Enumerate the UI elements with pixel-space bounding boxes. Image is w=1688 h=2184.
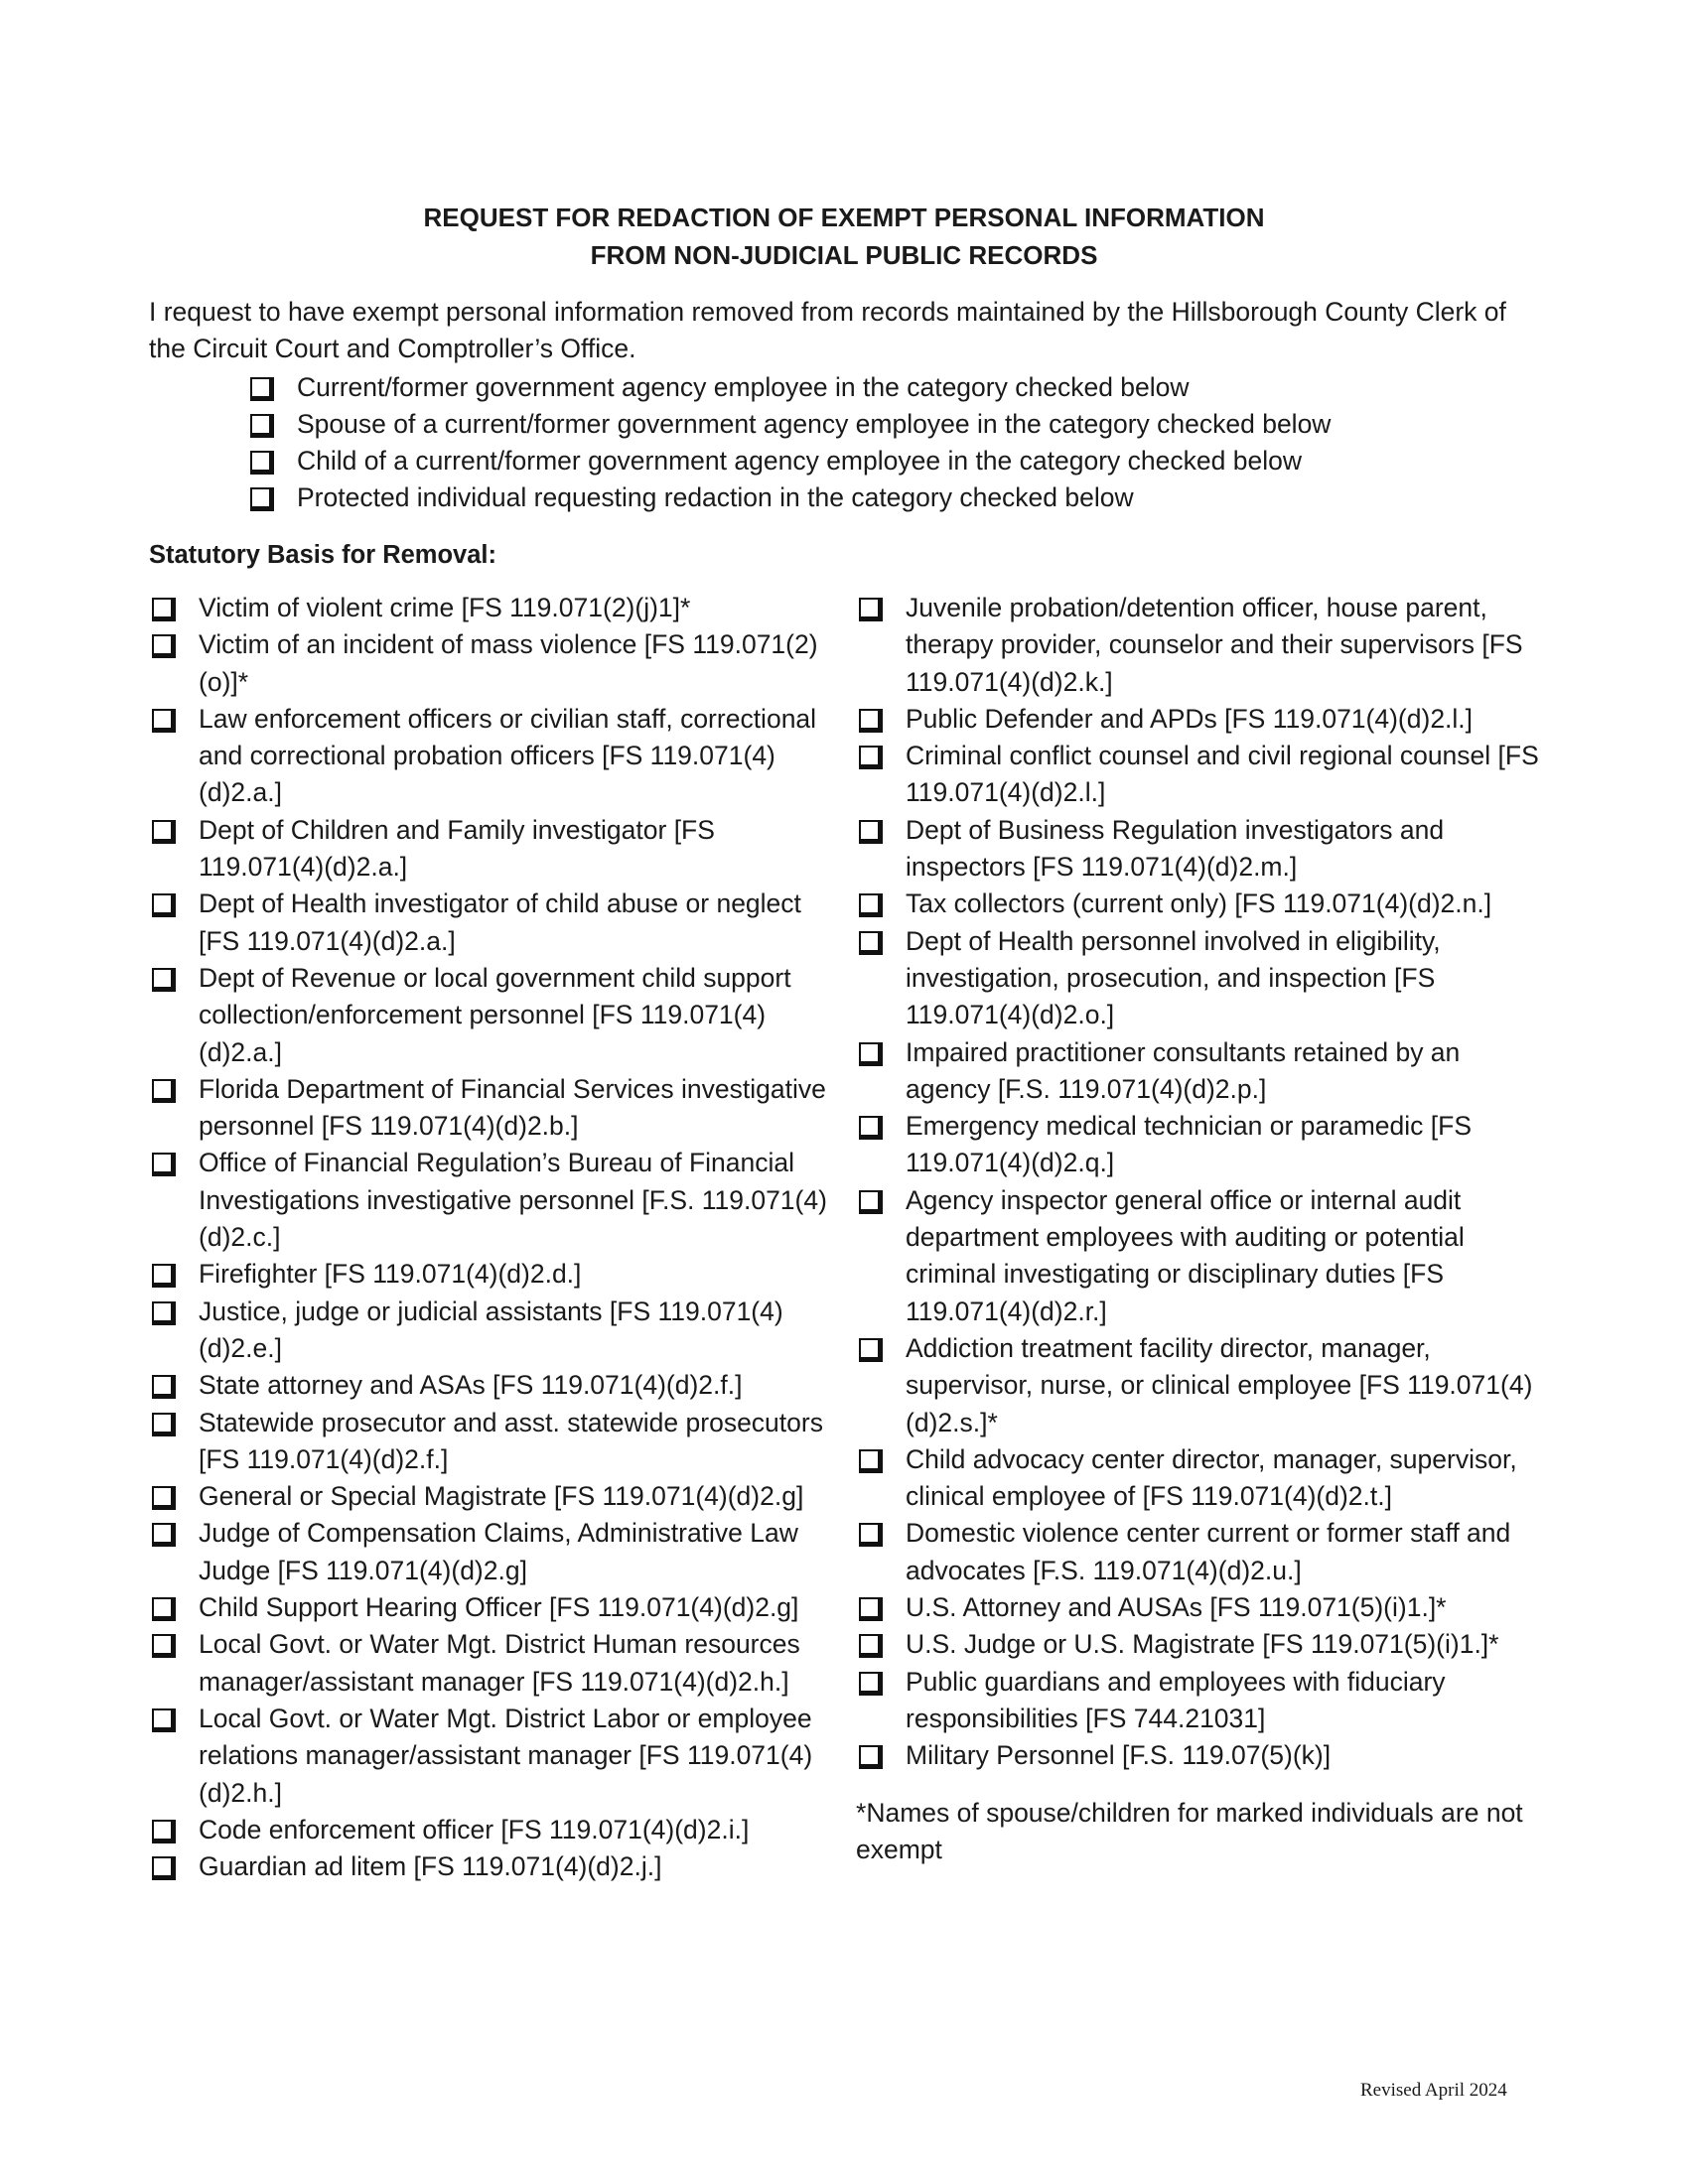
statutory-basis-item[interactable] <box>856 1330 1551 1441</box>
statutory-basis-label: Juvenile probation/detention officer, house parent, therapy provider, counselor and their supervisors [FS 119.071(4)(d)2.k.] <box>906 593 1523 697</box>
statutory-basis-label: Victim of violent crime [FS 119.071(2)(j)1]* <box>199 593 691 622</box>
checkbox-icon[interactable] <box>152 1375 176 1399</box>
checkbox-icon[interactable] <box>152 968 176 992</box>
checkbox-icon[interactable] <box>859 1597 883 1621</box>
checkbox-icon[interactable] <box>859 1449 883 1473</box>
statutory-basis-item[interactable] <box>149 886 844 960</box>
checkbox-icon[interactable] <box>152 1079 176 1103</box>
statutory-basis-heading: Statutory Basis for Removal: <box>149 541 497 569</box>
checkbox-icon[interactable] <box>152 709 176 733</box>
statutory-basis-item[interactable] <box>149 626 844 701</box>
statutory-basis-label: Dept of Revenue or local government child support collection/enforcement personnel [FS 119.071(4)(d)2.a.] <box>199 962 791 1067</box>
checkbox-icon[interactable] <box>152 634 176 658</box>
statutory-basis-label: Florida Department of Financial Services investigative personnel [FS 119.071(4)(d)2.b.] <box>199 1073 826 1142</box>
statutory-basis-label: Criminal conflict counsel and civil regional counsel [FS 119.071(4)(d)2.l.] <box>906 741 1539 808</box>
statutory-basis-item[interactable] <box>149 1701 844 1812</box>
statutory-basis-label: Military Personnel [F.S. 119.07(5)(k)] <box>906 1740 1332 1771</box>
checkbox-icon[interactable] <box>152 1486 176 1510</box>
statutory-basis-label: Judge of Compensation Claims, Administrative Law Judge [FS 119.071(4)(d)2.g] <box>199 1518 798 1585</box>
statutory-basis-label: Local Govt. or Water Mgt. District Labor or employee relations manager/assistant manager [FS 119.071(4)(d)2.h.] <box>199 1703 813 1808</box>
statutory-basis-item[interactable] <box>856 1108 1551 1182</box>
checkbox-icon[interactable] <box>859 1042 883 1066</box>
statutory-basis-item[interactable] <box>149 1848 844 1885</box>
statutory-basis-label: Office of Financial Regulation’s Bureau of Financial Investigations investigative personnel [F.S. 119.071(4)(d)2.c.] <box>199 1148 827 1253</box>
statutory-basis-label: Justice, judge or judicial assistants [FS 119.071(4)(d)2.e.] <box>199 1296 783 1363</box>
statutory-basis-label: Dept of Health personnel involved in eligibility, investigation, prosecution, and inspection [FS 119.071(4)(d)2.o.] <box>906 925 1441 1030</box>
statutory-basis-item[interactable] <box>856 923 1551 1034</box>
statutory-basis-item[interactable] <box>149 590 844 626</box>
checkbox-icon[interactable] <box>859 746 883 769</box>
checkbox-icon[interactable] <box>152 598 176 621</box>
checkbox-icon[interactable] <box>859 1672 883 1696</box>
option-spouse[interactable] <box>250 406 1541 443</box>
statutory-basis-item[interactable] <box>149 1367 844 1404</box>
statutory-basis-label: Impaired practitioner consultants retained by an agency [F.S. 119.071(4)(d)2.p.] <box>906 1036 1461 1104</box>
statutory-basis-left-column <box>149 590 844 1885</box>
statutory-basis-label: Agency inspector general office or internal audit department employees with auditing or potential criminal investigating or disciplinary duties [FS 119.071(4)(d)2.r.] <box>906 1184 1465 1326</box>
statutory-basis-item[interactable] <box>856 1664 1551 1738</box>
checkbox-icon[interactable] <box>152 1634 176 1658</box>
checkbox-icon[interactable] <box>250 487 274 511</box>
checkbox-icon[interactable] <box>859 1338 883 1362</box>
statutory-basis-label: Public guardians and employees with fiduciary responsibilities [FS 744.21031] <box>906 1666 1446 1733</box>
statutory-basis-item[interactable] <box>149 1626 844 1701</box>
option-label: Current/former government agency employee in the category checked below <box>297 372 1190 402</box>
checkbox-icon[interactable] <box>859 820 883 844</box>
checkbox-icon[interactable] <box>859 1116 883 1140</box>
statutory-basis-label: Firefighter [FS 119.071(4)(d)2.d.] <box>199 1259 582 1290</box>
checkbox-icon[interactable] <box>859 1190 883 1214</box>
statutory-basis-right-column <box>856 590 1551 1868</box>
statutory-basis-item[interactable] <box>856 1737 1551 1774</box>
statutory-basis-item[interactable] <box>856 1515 1551 1589</box>
option-protected-individual[interactable] <box>250 479 1541 516</box>
statutory-basis-item[interactable] <box>149 1589 844 1626</box>
statutory-basis-item[interactable] <box>856 590 1551 701</box>
checkbox-icon[interactable] <box>859 1745 883 1769</box>
statutory-basis-item[interactable] <box>149 1812 844 1848</box>
statutory-basis-item[interactable] <box>856 1034 1551 1109</box>
statutory-basis-item[interactable] <box>149 1515 844 1589</box>
statutory-basis-label: State attorney and ASAs [FS 119.071(4)(d)2.f.] <box>199 1370 743 1401</box>
statutory-basis-item[interactable] <box>856 1589 1551 1626</box>
statutory-basis-item[interactable] <box>149 1478 844 1515</box>
statutory-basis-item[interactable] <box>149 1405 844 1479</box>
option-label: Protected individual requesting redaction in the category checked below <box>297 482 1134 512</box>
statutory-basis-label: Local Govt. or Water Mgt. District Human resources manager/assistant manager [FS 119.071(4)(d)2.h.] <box>199 1629 800 1697</box>
checkbox-icon[interactable] <box>152 1301 176 1325</box>
statutory-basis-item[interactable] <box>856 812 1551 887</box>
statutory-basis-label: Addiction treatment facility director, manager, supervisor, nurse, or clinical employee [FS 119.071(4)(d)2.s.]* <box>906 1332 1533 1437</box>
statutory-basis-item[interactable] <box>856 1182 1551 1330</box>
statutory-basis-label: Child advocacy center director, manager, supervisor, clinical employee of [FS 119.071(4)(d)2.t.] <box>906 1443 1517 1512</box>
statutory-basis-label: Emergency medical technician or paramedic [FS 119.071(4)(d)2.q.] <box>906 1111 1472 1178</box>
statutory-basis-item[interactable] <box>149 701 844 812</box>
statutory-basis-item[interactable] <box>856 1441 1551 1516</box>
statutory-basis-item[interactable] <box>149 812 844 887</box>
statutory-basis-item[interactable] <box>856 738 1551 812</box>
exemption-footnote: *Names of spouse/children for marked individuals are not exempt <box>856 1797 1523 1864</box>
statutory-basis-label: Statewide prosecutor and asst. statewide prosecutors [FS 119.071(4)(d)2.f.] <box>199 1407 823 1474</box>
statutory-basis-item[interactable] <box>149 960 844 1071</box>
statutory-basis-label: General or Special Magistrate [FS 119.071(4)(d)2.g] <box>199 1481 804 1512</box>
checkbox-icon[interactable] <box>250 414 274 438</box>
statutory-basis-label: U.S. Attorney and AUSAs [FS 119.071(5)(i)1.]* <box>906 1592 1447 1623</box>
statutory-basis-label: Guardian ad litem [FS 119.071(4)(d)2.j.] <box>199 1851 662 1882</box>
statutory-basis-item[interactable] <box>856 701 1551 738</box>
statutory-basis-label: Dept of Children and Family investigator [FS 119.071(4)(d)2.a.] <box>199 814 715 883</box>
requester-type-options <box>250 369 1541 516</box>
checkbox-icon[interactable] <box>152 893 176 917</box>
checkbox-icon[interactable] <box>152 1708 176 1732</box>
statutory-basis-item[interactable] <box>149 1256 844 1293</box>
checkbox-icon[interactable] <box>859 1523 883 1547</box>
checkbox-icon[interactable] <box>152 1523 176 1547</box>
checkbox-icon[interactable] <box>250 451 274 475</box>
checkbox-icon[interactable] <box>859 893 883 917</box>
form-title-line-2: FROM NON-JUDICIAL PUBLIC RECORDS <box>590 240 1098 270</box>
statutory-basis-label: U.S. Judge or U.S. Magistrate [FS 119.071(5)(i)1.]* <box>906 1629 1499 1660</box>
checkbox-icon[interactable] <box>152 1597 176 1621</box>
statutory-basis-item[interactable] <box>856 1626 1551 1663</box>
checkbox-icon[interactable] <box>152 1153 176 1176</box>
statutory-basis-item[interactable] <box>856 886 1551 922</box>
checkbox-icon[interactable] <box>859 709 883 733</box>
option-label: Spouse of a current/former government agency employee in the category checked below <box>297 409 1332 439</box>
intro-paragraph: I request to have exempt personal information removed from records maintained by the Hillsborough County Clerk of the Circuit Court and Comptroller’s Office. <box>149 297 1506 363</box>
statutory-basis-label: Domestic violence center current or former staff and advocates [F.S. 119.071(4)(d)2.u.] <box>906 1518 1511 1585</box>
statutory-basis-label: Child Support Hearing Officer [FS 119.071(4)(d)2.g] <box>199 1592 799 1623</box>
statutory-basis-label: Dept of Business Regulation investigators and inspectors [FS 119.071(4)(d)2.m.] <box>906 814 1445 883</box>
statutory-basis-label: Tax collectors (current only) [FS 119.071(4)(d)2.n.] <box>906 888 1492 919</box>
checkbox-icon[interactable] <box>859 1634 883 1658</box>
checkbox-icon[interactable] <box>152 1413 176 1436</box>
statutory-basis-label: Public Defender and APDs [FS 119.071(4)(d)2.l.] <box>906 703 1474 734</box>
checkbox-icon[interactable] <box>859 598 883 621</box>
checkbox-icon[interactable] <box>152 1820 176 1843</box>
form-title-line-1: REQUEST FOR REDACTION OF EXEMPT PERSONAL INFORMATION <box>423 203 1265 232</box>
statutory-basis-item[interactable] <box>149 1294 844 1368</box>
statutory-basis-label: Law enforcement officers or civilian staff, correctional and correctional probation officers [FS 119.071(4)(d)2.a.] <box>199 703 817 808</box>
option-label: Child of a current/former government agency employee in the category checked below <box>297 446 1302 476</box>
option-current-former-employee[interactable] <box>250 369 1541 406</box>
revision-date: Revised April 2024 <box>1360 2080 1507 2101</box>
statutory-basis-label: Dept of Health investigator of child abuse or neglect [FS 119.071(4)(d)2.a.] <box>199 888 801 956</box>
statutory-basis-label: Code enforcement officer [FS 119.071(4)(d)2.i.] <box>199 1814 750 1844</box>
checkbox-icon[interactable] <box>859 931 883 955</box>
checkbox-icon[interactable] <box>250 377 274 401</box>
checkbox-icon[interactable] <box>152 1856 176 1880</box>
checkbox-icon[interactable] <box>152 1264 176 1288</box>
checkbox-icon[interactable] <box>152 820 176 844</box>
statutory-basis-label: Victim of an incident of mass violence [FS 119.071(2)(o)]* <box>199 629 818 697</box>
statutory-basis-item[interactable] <box>149 1071 844 1146</box>
option-child[interactable] <box>250 443 1541 479</box>
statutory-basis-item[interactable] <box>149 1145 844 1256</box>
